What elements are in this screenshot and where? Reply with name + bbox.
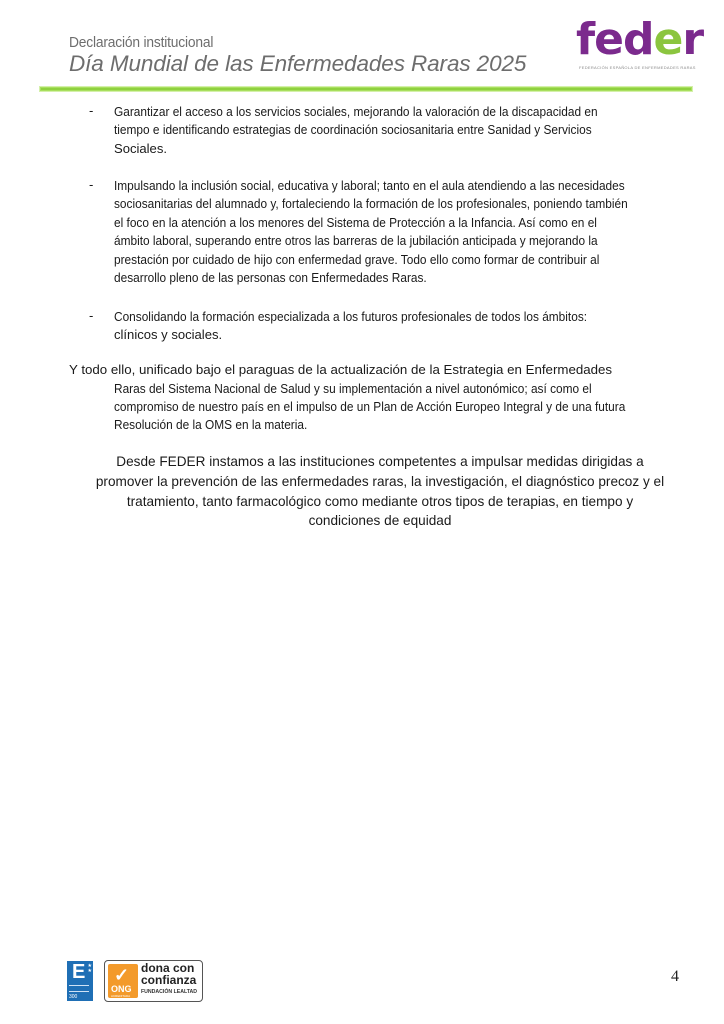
badge-number: 300 (69, 994, 78, 1000)
checkmark-icon: ✓ (114, 965, 130, 985)
text-line: promover la prevención de las enfermedades raras, la investigación, el diagnóstico precoz y el (95, 473, 665, 489)
text-line: clínicos y sociales. (114, 327, 223, 343)
text-line: Raras del Sistema Nacional de Salud y su implementación a nivel autonómico; así como el (114, 380, 592, 396)
excellence-badge (67, 961, 93, 1001)
feder-logo-tagline: FEDERACIÓN ESPAÑOLA DE ENFERMEDADES RARAS (579, 65, 696, 70)
badge-line-1: dona con (141, 961, 195, 975)
badge-lines (69, 985, 89, 992)
logo-part-1: fed (576, 14, 654, 65)
text-line: tiempo e identificando estrategias de coordinación sociosanitaria entre Sanidad y Servicios (114, 122, 592, 138)
document-subtitle: Declaración institucional (69, 34, 214, 51)
bullet-text (114, 308, 587, 345)
bullet-dash: - (89, 308, 94, 323)
text-line: desarrollo pleno de las personas con Enfermedades Raras. (114, 270, 427, 286)
document-title: Día Mundial de las Enfermedades Raras 2025 (69, 51, 527, 76)
bullet-dash: - (89, 103, 94, 118)
text-line: el foco en la atención a los menores del Sistema de Protección a la Infancia. Así como en el (114, 214, 597, 230)
text-line: ámbito laboral, superando entre otros las barreras de la jubilación anticipada y mejorando la (114, 233, 598, 249)
text-line: Desde FEDER instamos a las instituciones competentes a impulsar medidas dirigidas a (116, 454, 644, 469)
ong-label: ONG (111, 984, 132, 994)
text-line: condiciones de equidad (308, 513, 452, 529)
stars-icon: ★ ★ (87, 963, 92, 974)
closing-statement (50, 452, 710, 531)
text-line: tratamiento, tanto farmacológico como mediante otros tipos de terapias, en tiempo y (126, 493, 634, 509)
text-line: Sociales. (114, 140, 167, 156)
text-line: compromiso de nuestro país en el impulso de un Plan de Acción Europeo Integral y de una futura (114, 399, 626, 414)
ong-seal (108, 964, 138, 998)
header-divider (40, 87, 692, 91)
badge-line-3: FUNDACIÓN LEALTAD (141, 989, 197, 995)
feder-logo (576, 14, 704, 74)
text-line: Y todo ello, unificado bajo el paraguas de la actualización de la Estrategia en Enfermedades (69, 362, 613, 377)
text-line: prestación por cuidado de hijo con enfermedad grave. Todo ello como formar de contribuir al (114, 251, 600, 267)
bullet-text (114, 177, 628, 287)
text-line: Resolución de la OMS en la materia. (114, 417, 308, 433)
ong-small-label: ACREDITADA (111, 994, 131, 998)
logo-part-2: e (653, 14, 683, 65)
bullet-dash: - (89, 177, 94, 192)
bullet-text (114, 103, 598, 158)
page-number: 4 (671, 968, 679, 985)
text-line: Consolidando la formación especializada a los futuros profesionales de todos los ámbitos: (114, 309, 588, 324)
text-line: Impulsando la inclusión social, educativa y laboral; tanto en el aula atendiendo a las necesidades (114, 178, 625, 193)
text-line: Garantizar el acceso a los servicios sociales, mejorando la valoración de la discapacidad en (114, 104, 598, 119)
paragraph (69, 361, 682, 435)
feder-logo-word (576, 14, 703, 66)
text-line: sociosanitarias del alumnado y, fortaleciendo la formación de los profesionales, poniendo también (114, 196, 628, 212)
dona-con-confianza-badge (104, 960, 203, 1002)
excellence-e-icon: E (72, 961, 86, 983)
logo-part-3: r (682, 14, 704, 65)
badge-line-2: confianza (141, 973, 197, 987)
